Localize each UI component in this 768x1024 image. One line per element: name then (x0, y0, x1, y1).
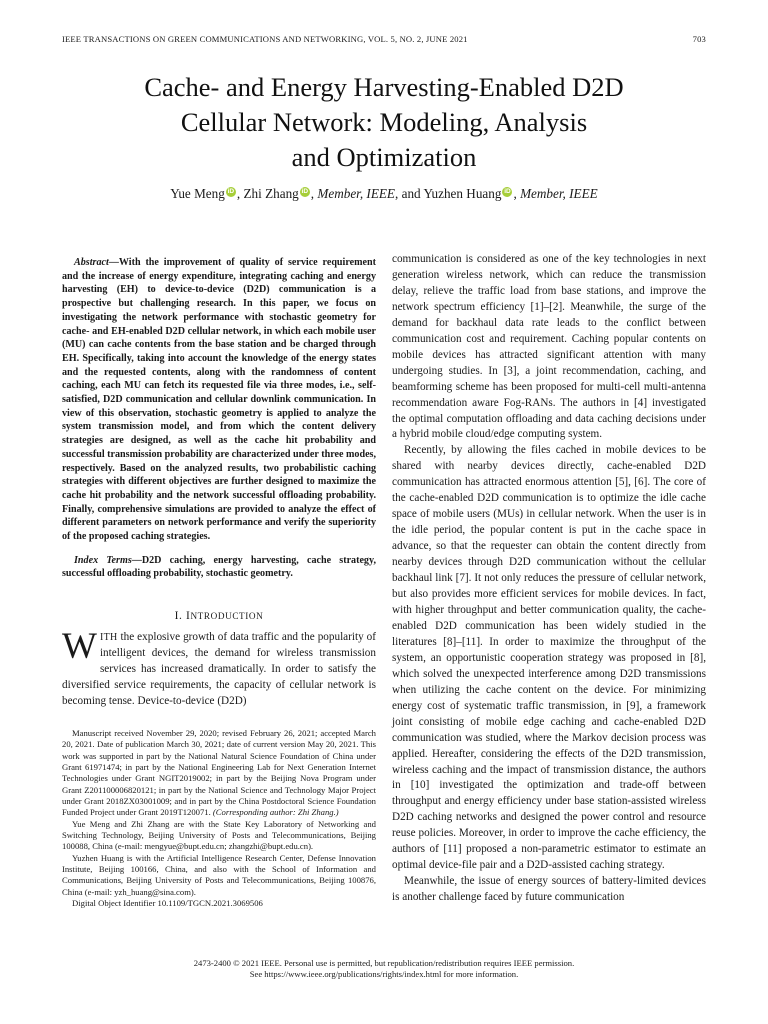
abstract (62, 256, 376, 544)
intro-text: the explosive growth of data traffic and the popularity of intelligent devices, the demand for wireless transmission services has increased dramatically. In order to satisfy the diversified service requirements, the capacity of cellular network is becoming tense. Device-to-device (D2D) (62, 630, 376, 707)
journal-name: IEEE TRANSACTIONS ON GREEN COMMUNICATIONS AND NETWORKING, VOL. 5, NO. 2, JUNE 2021 (62, 34, 468, 44)
author-conjunction: , and (395, 186, 424, 201)
title-line: Cellular Network: Modeling, Analysis (180, 107, 588, 137)
page-number: 703 (692, 34, 706, 44)
author-membership: Member, IEEE (520, 186, 598, 201)
footnote: Manuscript received November 29, 2020; revised February 26, 2021; accepted March 20, 2021. Date of publication March 30, 2021; date of current version May 20, 2021. This work was supported in part by the National Natural Science Foundation of China under Grant 61971474; in part by the National Engineering Lab for Next Generation Internet Technologies under Grant NGIT2019002; in part by the Beijing Nova Program under Grant Z201100006820121; in part by the National Science and Technology Major Project under Grant 2018ZX03001009; and in part by the China Postdoctoral Science Foundation Funded Project under Grant 2019T120071. (Corresponding author: Zhi Zhang.) (62, 728, 376, 818)
footnote: Digital Object Identifier 10.1109/TGCN.2021.3069506 (72, 898, 263, 909)
index-terms-label: Index Terms (74, 554, 132, 566)
body-paragraph: Recently, by allowing the files cached in mobile devices to be shared with nearby devices directly, cache-enabled D2D communication has attracted enormous attention [5], [6]. The core of the cache-enabled D2D communication is to optimize the idle cache space of mobile users (MUs) in cellular network. When the user is in the idle period, the popular content is put in the cache space in advance, so that the requester can obtain the content directly from nearby devices through D2D communication without the cellular backhaul link [7]. It not only reduces the pressure of cellular network, but also provides more efficient services for mobile devices. In fact, with higher throughput and better communication quality, the cache-enabled D2D communication has been widely studied in the literatures [8]–[11]. In order to maximize the throughput of the system, an opportunistic cooperation strategy was proposed in [8], which solved the unexpected interference among D2D transmissions when utilizing the cache content on the device. For minimizing energy cost of systematic traffic transmission, in [9], a framework joint consisting of mobile edge caching and cache-enabled D2D communication was studied, where the Markov decision process was applied. Hereafter, considering the effects of the D2D transmission, wireless caching and the impact of transmission distance, the authors in [10] investigated the optimization and trade-off between throughput and energy efficiency under base station-assisted wireless D2D caching networks and designed the power control and resource reuse policies. Moreover, in order to improve the cache efficiency, the authors of [11] proposed a non-parametric estimator to estimate an optimal device-file pair and a D2D-assisted caching strategy. (392, 444, 706, 872)
author-name: Yue Meng (170, 186, 225, 201)
rights-line: See https://www.ieee.org/publications/rights/index.html for more information. (249, 969, 519, 979)
paper-title (0, 70, 768, 175)
title-line: and Optimization (291, 142, 477, 172)
abstract-text: —With the improvement of quality of service requirement and the increase of energy expenditure, integrating caching and energy harvesting (EH) to device-to-device (D2D) communication is a prospective but challenging research. In this paper, we focus on investigating the network performance with stochastic geometry for cache- and EH-enabled D2D cellular network, in which each mobile user (MU) can cache contents from the base station and be charged through EH. Specifically, taking into account the knowledge of the energy states and the requested contents, along with the randomness of content caching, each MU can fetch its requested file via three modes, i.e., self-satisfied, D2D communication and cellular downlink communication. In view of this observation, stochastic geometry is applied to analyze the system transmission model, and from which the content delivery strategies are designed, as well as the cache hit probability and successful transmission probability are characterized under three modes, respectively. Based on the analyzed results, two probabilistic caching strategies with different objectives are further designed to maximize the cache hit probability and the network successful offloading probability. Finally, comprehensive simulations are provided to analyze the effect of different parameters on network performance and verify the superiority of the proposed caching strategies. (62, 257, 376, 543)
intro-caps: ITH (99, 631, 118, 643)
author-list: Yue Meng iD , Zhi Zhang iD , Member, IEEE, and Yuzhen Huang iD , Member, IEEE (170, 186, 598, 201)
footnote: Yuzhen Huang is with the Artificial Intelligence Research Center, Defense Innovation Institute, Beijing 100166, China, and also with the School of Information and Communications, Beijing University of Posts and Telecommunications, Beijing 100876, China (e-mail: yzh_huang@sina.com). (62, 852, 376, 897)
orcid-icon[interactable]: iD (504, 188, 511, 195)
body-paragraph: Meanwhile, the issue of energy sources of battery-limited devices is another challenge faced by future communication (392, 875, 706, 904)
index-terms (62, 554, 376, 581)
running-header (62, 34, 706, 48)
copyright-footer (0, 958, 768, 980)
right-column (392, 252, 706, 906)
drop-cap: W (62, 625, 97, 667)
intro-paragraph (62, 625, 376, 710)
abstract-label: Abstract (74, 257, 109, 268)
copyright-line: 2473-2400 © 2021 IEEE. Personal use is permitted, but republication/redistribution requires IEEE permission. (193, 958, 575, 968)
author-name: Yuzhen Huang (423, 186, 502, 201)
footnote: Yue Meng and Zhi Zhang are with the State Key Laboratory of Networking and Switching Technology, Beijing University of Posts and Telecommunications, Beijing 100088, China (e-mail: mengyue@bupt.edu.cn; zhangzhi@bupt.edu.cn). (62, 818, 376, 852)
footnotes (62, 728, 376, 910)
section-heading: I. INTRODUCTION (174, 610, 264, 623)
orcid-icon[interactable]: iD (301, 188, 309, 195)
index-terms-text: —D2D caching, energy harvesting, cache strategy, successful offloading probability, stochastic geometry. (62, 554, 376, 580)
author-membership: Member, IEEE (317, 186, 395, 201)
left-column (62, 256, 376, 710)
author-name: Zhi Zhang (243, 186, 299, 201)
body-paragraph: communication is considered as one of the key technologies in next generation wireless network, which can reduce the transmission delay, relieve the traffic load from base stations, and improve the network spectrum efficiency [1]–[2]. Meanwhile, the surge of the demand for backhaul data rate leads to the conflict between communication cost and requirement. Caching popular contents on mobile devices has attracted significant attention with many undergoing studies. In [3], a joint recommendation, caching, and beamforming scheme has been proposed for multi-cell multi-antenna recommendation aware Fog-RANs. The authors in [4] investigated the optimal computation offloading and data caching decisions under a hybrid mobile cloud/edge computing system. (392, 253, 706, 441)
title-line: Cache- and Energy Harvesting-Enabled D2D (144, 72, 624, 102)
orcid-icon[interactable]: iD (227, 188, 235, 195)
